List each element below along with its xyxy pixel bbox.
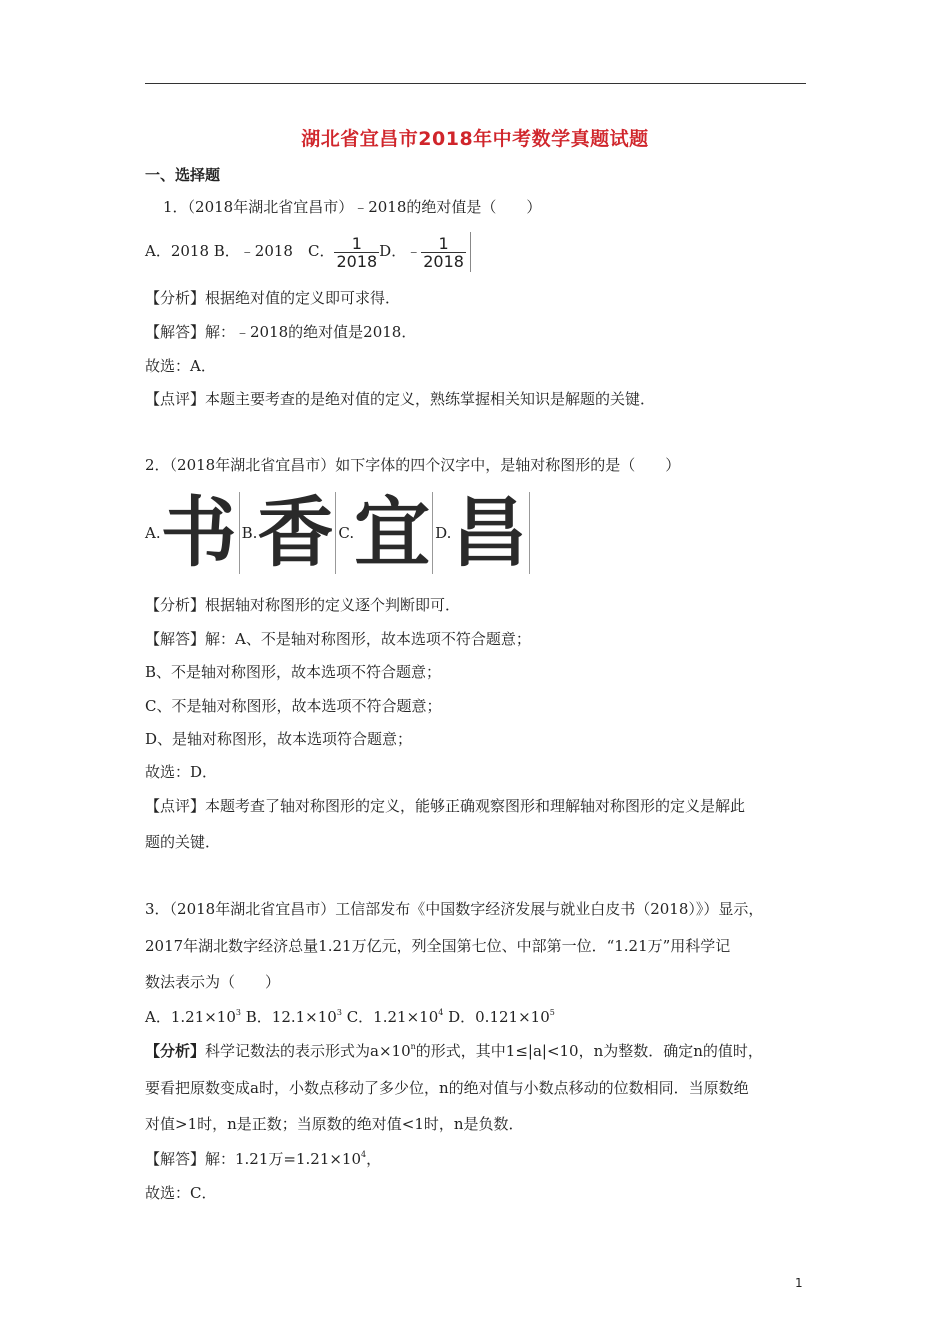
exponent: 3 <box>235 1008 241 1017</box>
answer-text: 【解答】解：1.21万=1.21×10 <box>145 1150 362 1168</box>
q3-answer <box>145 1149 381 1169</box>
q3-option-d: D．0.121×10 <box>443 1008 550 1026</box>
q2-choice: 故选：D． <box>145 763 218 781</box>
fraction-numerator: 1 <box>351 233 362 253</box>
analysis-text: 科学记数法的表示形式为a×10 <box>205 1042 411 1060</box>
q3-option-c: C．1.21×10 <box>341 1008 439 1026</box>
q1-stem: 1．（2018年湖北省宜昌市）﹣2018的绝对值是（ ） <box>163 198 542 216</box>
q1-choice: 故选：A． <box>145 357 216 375</box>
exponent: 4 <box>438 1008 444 1017</box>
answer-punct: ， <box>366 1150 382 1168</box>
page-title: 湖北省宜昌市2018年中考数学真题试题 <box>301 128 649 150</box>
q3-options <box>145 1007 555 1027</box>
q1-option-d-fraction <box>421 235 466 270</box>
q3-option-b: B．12.1×10 <box>240 1008 337 1026</box>
exponent: 3 <box>336 1008 342 1017</box>
q1-comment: 【点评】本题主要考查的是绝对值的定义，熟练掌握相关知识是解题的关键． <box>145 390 656 408</box>
q3-stem-line3: 数法表示为（ ） <box>145 973 281 991</box>
q3-analysis-line3: 对值>1时，n是正数；当原数的绝对值<1时，n是负数． <box>145 1115 524 1133</box>
q2-option-a-label: A. <box>145 524 161 542</box>
q3-stem-line1: 3．（2018年湖北省宜昌市）工信部发布《中国数字经济发展与就业白皮书（2018）》）显示， <box>145 900 764 918</box>
q2-comment-line2: 题的关键． <box>145 833 221 851</box>
q2-answer-b: B、不是轴对称图形，故本选项不符合题意； <box>145 663 442 681</box>
q1-options <box>145 231 471 271</box>
fraction-numerator: 1 <box>438 233 449 253</box>
analysis-label: 【分析】 <box>145 1042 206 1060</box>
q2-answer-c: C、不是轴对称图形，故本选项不符合题意； <box>145 697 442 715</box>
fraction-denominator: 2018 <box>423 251 464 271</box>
option-divider <box>529 492 530 574</box>
q1-options-ab: A．2018 B．﹣2018 C． <box>145 242 335 260</box>
q2-analysis: 【分析】根据轴对称图形的定义逐个判断即可． <box>145 596 461 614</box>
exponent: 5 <box>549 1008 555 1017</box>
fraction-denominator: 2018 <box>336 251 378 271</box>
q2-stem: 2．（2018年湖北省宜昌市）如下字体的四个汉字中，是轴对称图形的是（ ） <box>145 456 681 474</box>
exponent: 4 <box>361 1150 367 1159</box>
q1-analysis: 【分析】根据绝对值的定义即可求得． <box>145 289 401 307</box>
q2-option-c-label: C. <box>338 524 355 542</box>
q2-option-b-label: B. <box>241 524 258 542</box>
q1-answer: 【解答】解：﹣2018的绝对值是2018． <box>145 323 417 341</box>
q2-option-a-char: 书 <box>160 488 237 577</box>
q2-option-b-char: 香 <box>257 488 334 577</box>
option-divider <box>335 492 336 574</box>
q3-analysis-line2: 要看把原数变成a时，小数点移动了多少位，n的绝对值与小数点移动的位数相同．当原数绝 <box>145 1079 749 1097</box>
q3-stem-line2: 2017年湖北数字经济总量1.21万亿元，列全国第七位、中部第一位．“1.21万”用科学记 <box>145 937 731 955</box>
header-rule <box>145 83 806 84</box>
q2-options-row <box>145 488 532 577</box>
q2-option-d-label: D. <box>435 524 452 542</box>
q2-answer-a: 【解答】解：A、不是轴对称图形，故本选项不符合题意； <box>145 630 531 648</box>
exponent: n <box>410 1042 416 1051</box>
analysis-text-cont: 的形式，其中1≤|a|<10，n为整数．确定n的值时， <box>415 1042 763 1060</box>
image-edge-divider <box>470 232 471 272</box>
q1-option-d-label: D．﹣ <box>379 242 422 260</box>
q2-comment-line1: 【点评】本题考查了轴对称图形的定义，能够正确观察图形和理解轴对称图形的定义是解此 <box>145 797 746 815</box>
q2-option-d-char: 昌 <box>451 488 528 577</box>
q1-option-c-fraction <box>334 235 379 270</box>
q2-option-c-char: 宜 <box>354 488 431 577</box>
option-divider <box>239 492 240 574</box>
q3-choice: 故选：C． <box>145 1184 217 1202</box>
q2-answer-d: D、是轴对称图形，故本选项符合题意； <box>145 730 413 748</box>
q3-analysis-line1 <box>145 1041 763 1061</box>
option-divider <box>432 492 433 574</box>
q3-option-a: A．1.21×10 <box>145 1008 236 1026</box>
section-heading: 一、选择题 <box>145 166 221 184</box>
page-number: 1 <box>795 1276 803 1290</box>
